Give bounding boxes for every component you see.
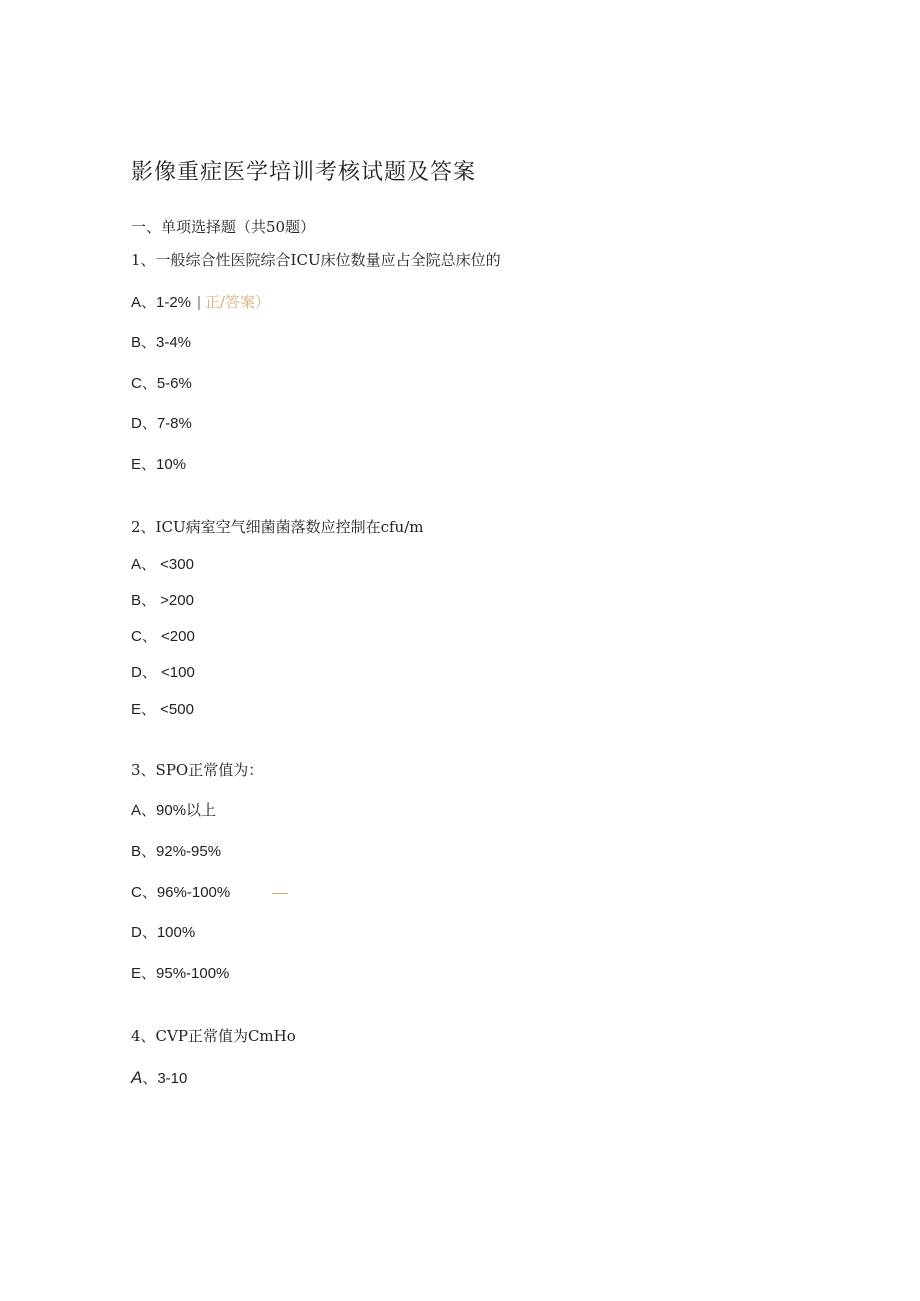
- separator-bar: |: [197, 294, 201, 311]
- question-1-option-d: D、7-8%: [131, 415, 192, 432]
- option-text: 、3-10: [142, 1070, 188, 1087]
- document-title: 影像重症医学培训考核试题及答案: [131, 160, 477, 185]
- question-3-option-d: D、100%: [131, 924, 196, 941]
- answer-hint: 正/答案）: [204, 293, 270, 311]
- question-3-option-c: C、96%-100%: [131, 884, 231, 901]
- question-2-option-e: E、 <500: [131, 701, 194, 718]
- question-4-option-a: [131, 1068, 187, 1089]
- question-2-option-a: A、 <300: [131, 556, 194, 573]
- question-4-stem: 4、CVP正常值为CmHo: [131, 1027, 296, 1045]
- question-1-option-c: C、5-6%: [131, 375, 192, 392]
- question-2-option-c: C、 <200: [131, 628, 195, 645]
- section-heading: 一、单项选择题（共50题）: [131, 218, 316, 236]
- option-text: A、1-2%: [131, 294, 192, 311]
- question-1-option-e: E、10%: [131, 456, 187, 473]
- question-2-stem: 2、ICU病室空气细菌菌落数应控制在cfu/m: [131, 518, 424, 536]
- question-1-option-b: B、3-4%: [131, 334, 192, 351]
- question-3-option-e: E、95%-100%: [131, 965, 230, 982]
- question-3-option-a: A、90%以上: [131, 802, 217, 819]
- answer-mark-dash: [272, 893, 288, 894]
- question-2-option-b: B、 >200: [131, 592, 194, 609]
- question-3-stem: 3、SPO正常值为：: [131, 761, 264, 779]
- question-3-option-b: B、92%-95%: [131, 843, 222, 860]
- question-1-option-a: [131, 292, 270, 313]
- option-letter: A: [131, 1068, 143, 1087]
- question-2-option-d: D、 <100: [131, 664, 195, 681]
- question-1-stem: 1、一般综合性医院综合ICU床位数量应占全院总床位的: [131, 251, 501, 269]
